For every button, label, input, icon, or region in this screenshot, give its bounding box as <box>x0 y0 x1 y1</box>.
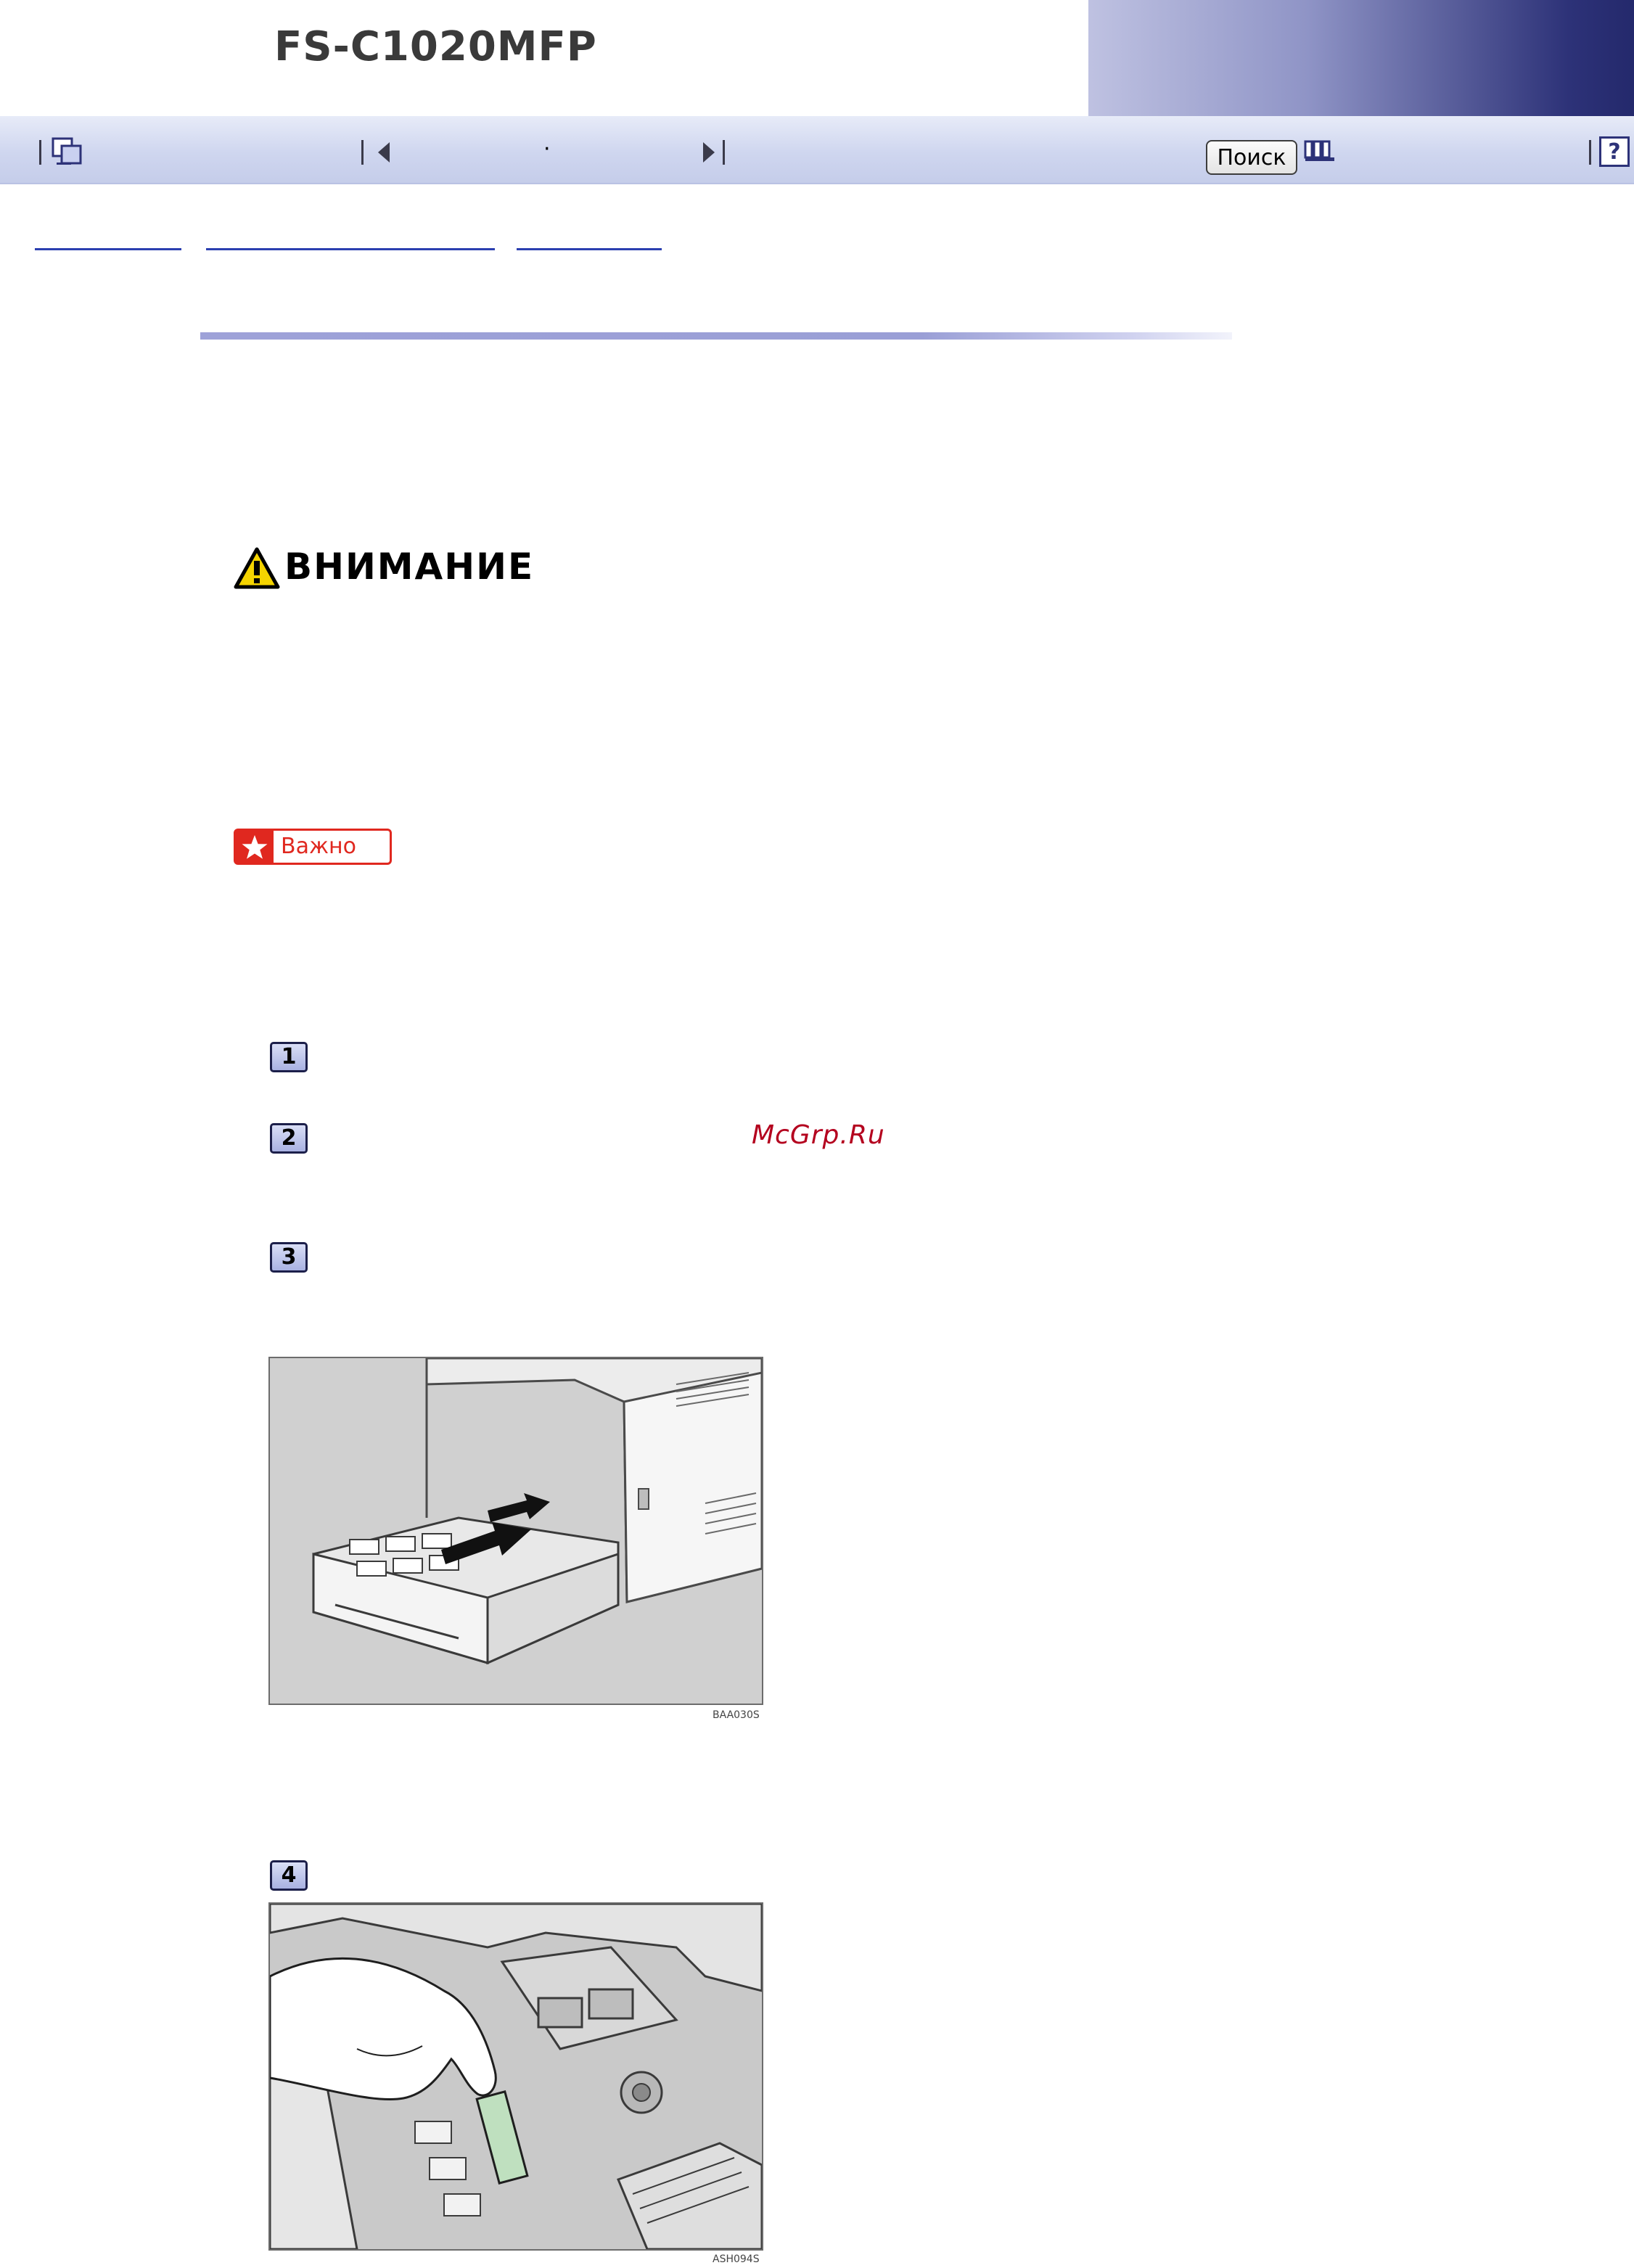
figure-code: BAA030S <box>713 1709 760 1721</box>
guide-adjust-illustration <box>268 1902 763 2251</box>
tray-illustration <box>268 1357 763 1705</box>
warning-label: ВНИМАНИЕ <box>284 546 535 588</box>
step-number-badge: 2 <box>270 1123 308 1154</box>
step-number-badge: 3 <box>270 1242 308 1273</box>
step-number-badge: 1 <box>270 1042 308 1072</box>
toolbar-separator <box>1589 140 1591 165</box>
toolbar-separator <box>723 140 725 165</box>
warning-triangle-icon <box>234 547 280 589</box>
next-icon[interactable] <box>698 138 720 167</box>
index-icon[interactable] <box>1303 136 1338 167</box>
toolbar-separator <box>39 140 41 165</box>
product-title: FS-C1020MFP <box>274 23 597 70</box>
important-badge <box>234 829 392 865</box>
watermark: McGrp.Ru <box>752 1120 885 1150</box>
help-glyph: ? <box>1608 139 1621 165</box>
figure-code: ASH094S <box>713 2253 760 2265</box>
breadcrumb-link[interactable] <box>35 248 181 250</box>
star-icon <box>236 831 274 863</box>
step-number-badge: 4 <box>270 1860 308 1891</box>
search-button[interactable]: Поиск <box>1206 140 1297 175</box>
pages-icon[interactable] <box>49 135 87 168</box>
help-icon[interactable] <box>1599 136 1630 167</box>
previous-icon[interactable] <box>373 138 395 167</box>
toolbar-dot: · <box>543 136 551 162</box>
heading-rule <box>200 332 1232 340</box>
important-label: Важно <box>281 834 356 859</box>
breadcrumb-link[interactable] <box>517 248 662 250</box>
toolbar <box>0 116 1634 184</box>
breadcrumb-link[interactable] <box>206 248 495 250</box>
toolbar-separator <box>361 140 364 165</box>
